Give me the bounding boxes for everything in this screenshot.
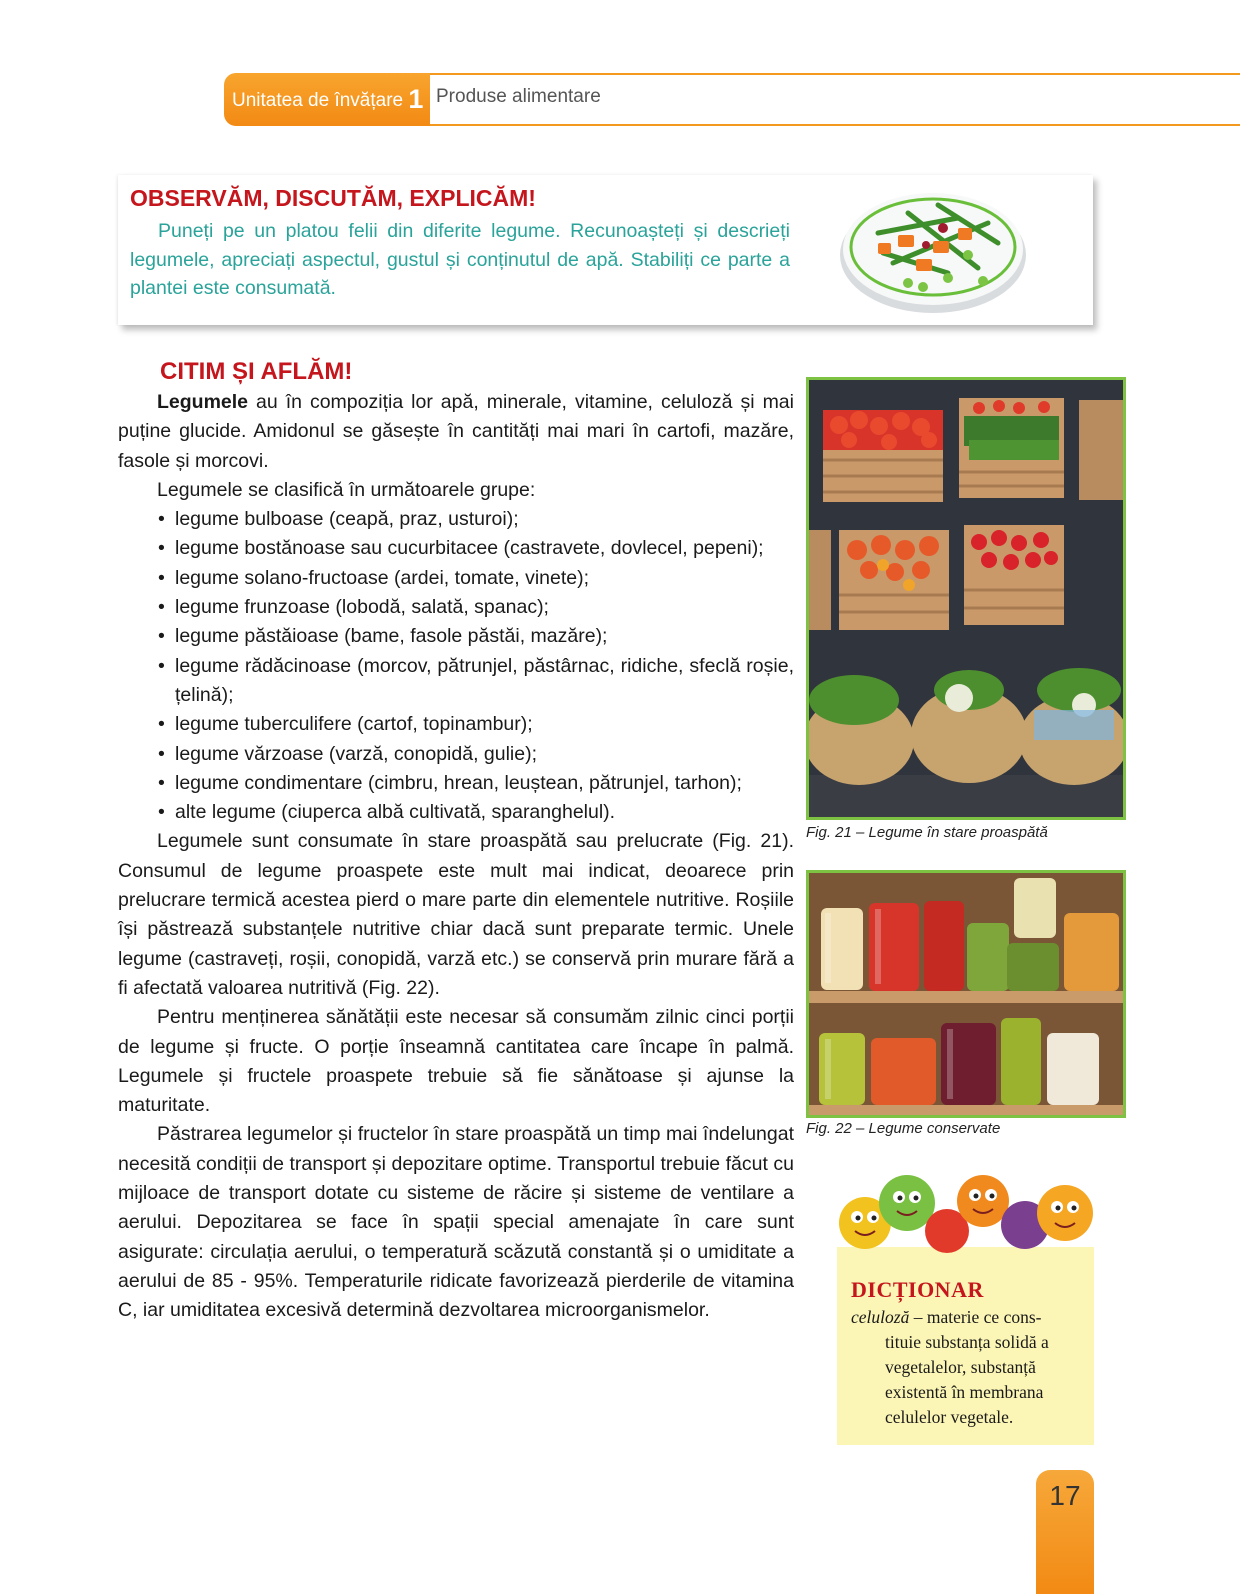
page-number: 17 [1049,1480,1081,1511]
list-item: • legume solano-fructoase (ardei, tomate, vinete); [158,564,794,593]
list-item: • legume păstăioase (bame, fasole păstăi, mazăre); [158,622,794,651]
dictionary-definition-start: – materie ce cons- [909,1307,1042,1327]
list-item: • legume bostănoase sau cucurbitacee (castravete, dovlecel, pepeni); [158,534,794,563]
dictionary-definition-rest: tituie substanța solidă a vegetalelor, substanță existentă în membrana celulelor vegetale. [885,1332,1049,1427]
list-item: • alte legume (ciuperca albă cultivată, sparanghelul). [158,798,794,827]
unit-tab [224,73,430,126]
fig21-caption: Fig. 21 – Legume în stare proaspătă [806,824,1048,841]
section-title: Produse alimentare [436,86,601,107]
paragraph-1 [118,388,794,476]
paragraph-3: Legumele sunt consumate în stare proaspătă sau prelucrate (Fig. 21). Consumul de legume proaspete este mult mai indicat, deoarece prin prelucrare termică acestea pierd o mare parte din elementele nutritive. Roșiile își păstrează substanțele nutritive chiar dacă sunt preparate termic. Unele legume (castraveți, roșii, conopidă, varză etc.) se conservă prin murare fără a fi afectată valoarea nutritivă (Fig. 22). [118,830,794,999]
fig21-fresh-vegetables-image [806,377,1126,820]
header-top-rule [426,73,1240,75]
list-item: • legume condimentare (cimbru, hrean, leuștean, pătrunjel, tarhon); [158,769,794,798]
fresh-vegetables-illustration [809,380,1123,817]
cartoon-fruits-image [835,1163,1097,1263]
page-number-tab [1036,1470,1094,1594]
preserved-vegetables-illustration [809,873,1123,1115]
salad-plate-image [838,183,1028,313]
observe-title: OBSERVĂM, DISCUTĂM, EXPLICĂM! [130,185,536,211]
list-item: • legume vărzoase (varză, conopidă, gulie); [158,740,794,769]
unit-label: Unitatea de învățare [232,90,404,111]
dictionary-box [837,1247,1094,1445]
unit-number: 1 [408,84,424,114]
fig22-preserved-vegetables-image [806,870,1126,1118]
header-bottom-rule [426,124,1240,126]
dictionary-term: celuloză [851,1307,910,1327]
paragraph-2: Legumele se clasifică în următoarele grupe: [157,478,536,501]
list-item: • legume tuberculifere (cartof, topinambur); [158,710,794,739]
fig22-caption: Fig. 22 – Legume conservate [806,1120,1001,1137]
list-item: • legume frunzoase (lobodă, salată, spanac); [158,593,794,622]
legumele-bold: Legumele [157,391,249,413]
paragraph-4: Pentru menținerea sănătății este necesar să consumăm zilnic cinci porții de legume și fructe. O porție înseamnă cantitatea care încape în palmă. Legumele și fructele proaspete trebuie să fie sănătoase și ajunse la maturitate. [118,1006,794,1117]
dictionary-title: DICȚIONAR [851,1277,984,1302]
list-item: • legume rădăcinoase (morcov, pătrunjel, păstârnac, ridiche, sfeclă roșie, țelină); [158,652,794,711]
paragraph-5: Păstrarea legumelor și fructelor în stare proaspătă un timp mai îndelungat necesită condiții de transport și depozitare optime. Transportul trebuie făcut cu mijloace de transport dotate cu sisteme de răcire și sisteme de ventilare a aerului. Depozitarea se face în spații special amenajate în care sunt asigurate: circulația aerului, o temperatură scăzută constantă și o umiditate a aerului de 85 - 95%. Temperaturile ridicate favorizează pierderile de vitamina C, iar umiditatea excesivă determină dezvoltarea microorganismelor. [118,1123,794,1322]
citim-title: CITIM ȘI AFLĂM! [160,358,353,385]
paragraph-1-rest: au în compoziția lor apă, minerale, vitamine, celuloză și mai puține glucide. Amidonul se găsește în cantități mai mari în cartofi, mazăre, fasole și morcovi. [118,391,794,472]
dictionary-text [851,1305,1087,1430]
main-text [118,388,794,1326]
observe-box [118,175,1093,325]
observe-text: Puneți pe un platou felii din diferite legume. Recunoașteți și descrieți legumele, apreciați aspectul, gustul și conținutul de apă. Stabiliți ce parte a plantei este consumată. [130,220,790,299]
list-item: • legume bulboase (ceapă, praz, usturoi); [158,505,794,534]
groups-list [118,505,794,827]
